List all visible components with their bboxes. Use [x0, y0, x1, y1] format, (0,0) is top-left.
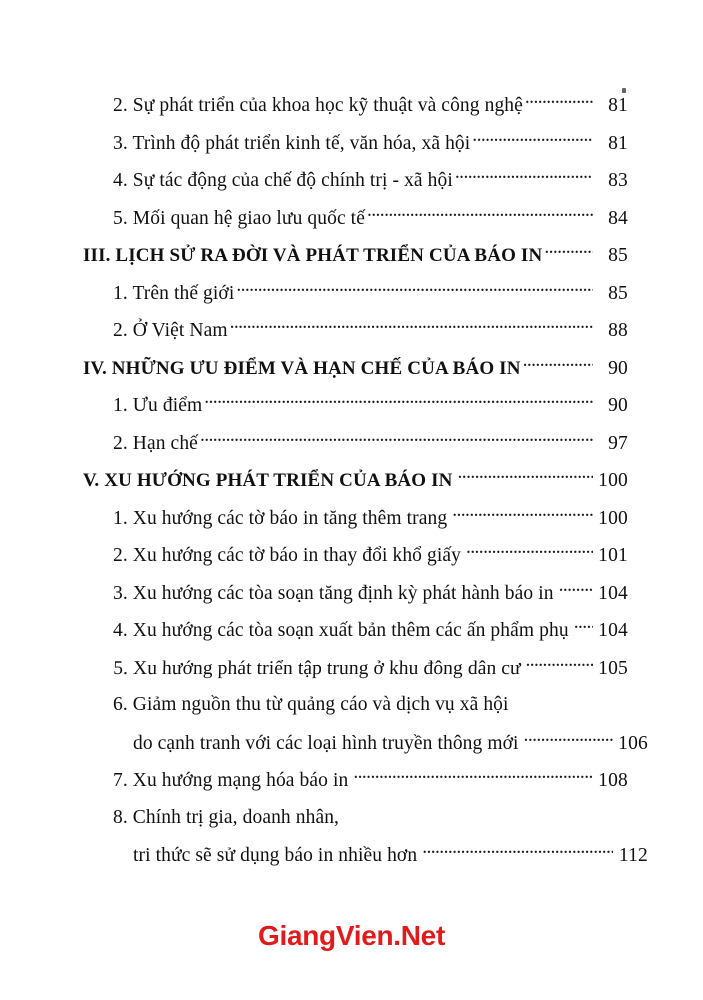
toc-entry-title: tri thức sẽ sử dụng báo in nhiều hơn — [133, 845, 418, 866]
toc-entry-line — [83, 245, 628, 283]
page-number: 97 — [608, 432, 628, 454]
toc-entry-title: 2. Hạn chế — [113, 432, 198, 454]
toc-entry-line — [83, 470, 628, 508]
page-number: 90 — [608, 357, 628, 379]
toc-entry-title: 4. Sự tác động của chế độ chính trị - xã hội — [113, 170, 453, 191]
toc-entry-title: 6. Giảm nguồn thu từ quảng cáo và dịch vụ xã hội — [113, 694, 509, 715]
toc-entry-line — [113, 95, 628, 133]
toc-entry-title: 8. Chính trị gia, doanh nhân, — [113, 806, 340, 828]
toc-entry-title: 5. Mối quan hệ giao lưu quốc tế — [113, 207, 365, 229]
toc-entry[interactable] — [0, 508, 703, 546]
toc-entry[interactable] — [0, 770, 703, 808]
toc-entry[interactable] — [0, 358, 703, 396]
toc-entry[interactable] — [0, 283, 703, 321]
toc-entry-line — [113, 208, 628, 246]
toc-entry-title: 2. Ở Việt Nam — [113, 320, 228, 341]
page-number: 85 — [608, 245, 628, 266]
toc-entry[interactable] — [0, 695, 703, 770]
page-number: 88 — [608, 320, 628, 341]
page-number: 105 — [598, 657, 628, 679]
toc-entry-line-continued — [113, 845, 648, 883]
toc-entry[interactable] — [0, 583, 703, 621]
page-number: 83 — [608, 170, 628, 191]
page-number: 81 — [608, 132, 628, 154]
toc-entry-title: 3. Trình độ phát triển kinh tế, văn hóa, xã hội — [113, 132, 471, 154]
dot-leader — [524, 733, 613, 749]
dot-leader — [525, 95, 593, 111]
toc-entry-title: IV. NHỮNG ƯU ĐIỂM VÀ HẠN CHẾ CỦA BÁO IN — [83, 357, 521, 379]
toc-entry-line — [113, 508, 628, 546]
dot-leader — [236, 283, 593, 299]
toc-entry-line — [113, 433, 628, 471]
toc-entry[interactable] — [0, 545, 703, 583]
toc-entry-line — [113, 583, 628, 621]
dot-leader — [525, 658, 593, 674]
dot-leader — [422, 845, 613, 861]
dot-leader — [455, 170, 593, 186]
toc-entry[interactable] — [0, 170, 703, 208]
toc-entry[interactable] — [0, 620, 703, 658]
page-number: 100 — [598, 470, 628, 491]
toc-entry-title: V. XU HƯỚNG PHÁT TRIỂN CỦA BÁO IN — [83, 470, 453, 491]
toc-entry-title: III. LỊCH SỬ RA ĐỜI VÀ PHÁT TRIỂN CỦA BÁO IN — [83, 245, 543, 266]
page-number: 106 — [618, 732, 648, 754]
page-number: 112 — [618, 845, 648, 866]
toc-entry-title: 4. Xu hướng các tòa soạn xuất bản thêm các ấn phẩm phụ — [113, 620, 569, 641]
toc-entry-line — [113, 808, 628, 846]
dot-leader — [523, 358, 593, 374]
toc-entry-line-continued — [113, 733, 648, 771]
toc-entry-line — [113, 620, 628, 658]
page-number: 108 — [598, 770, 628, 791]
toc-entry-title: 1. Ưu điểm — [113, 395, 203, 416]
toc-entry-line — [113, 170, 628, 208]
dot-leader — [230, 320, 593, 336]
dot-leader — [472, 133, 593, 149]
table-of-contents — [0, 95, 703, 883]
toc-entry-line — [113, 545, 628, 583]
page-number: 84 — [608, 207, 628, 229]
toc-entry[interactable] — [0, 470, 703, 508]
toc-entry[interactable] — [0, 658, 703, 696]
toc-entry[interactable] — [0, 133, 703, 171]
toc-entry[interactable] — [0, 245, 703, 283]
toc-entry[interactable] — [0, 395, 703, 433]
toc-entry-title: 3. Xu hướng các tòa soạn tăng định kỳ phát hành báo in — [113, 582, 554, 604]
toc-entry-title: 7. Xu hướng mạng hóa báo in — [113, 770, 349, 791]
toc-entry-line — [113, 133, 628, 171]
toc-entry-line — [113, 283, 628, 321]
page-number: 90 — [608, 395, 628, 416]
toc-entry-line — [83, 358, 628, 396]
toc-entry-title: 2. Sự phát triển của khoa học kỹ thuật và công nghệ — [113, 95, 523, 116]
dot-leader — [204, 395, 593, 411]
page-number: 101 — [598, 545, 628, 566]
toc-entry[interactable] — [0, 433, 703, 471]
toc-entry-line — [113, 320, 628, 358]
toc-entry[interactable] — [0, 808, 703, 883]
toc-entry-title: 1. Xu hướng các tờ báo in tăng thêm trang — [113, 507, 448, 529]
toc-entry[interactable] — [0, 95, 703, 133]
scan-speck — [622, 88, 626, 93]
toc-entry[interactable] — [0, 208, 703, 246]
dot-leader — [367, 208, 593, 224]
toc-entry-title: 1. Trên thế giới — [113, 282, 235, 304]
page-number: 81 — [608, 95, 628, 116]
toc-entry-title: 2. Xu hướng các tờ báo in thay đổi khổ giấy — [113, 545, 461, 566]
dot-leader — [458, 470, 593, 486]
page-number: 104 — [598, 582, 628, 604]
toc-entry[interactable] — [0, 320, 703, 358]
dot-leader — [200, 433, 593, 449]
toc-entry-line — [113, 695, 628, 733]
toc-entry-line — [113, 770, 628, 808]
page-number: 85 — [608, 282, 628, 304]
page-number: 104 — [598, 620, 628, 641]
page-number: 100 — [598, 507, 628, 529]
toc-entry-line — [113, 658, 628, 696]
dot-leader — [559, 583, 593, 599]
dot-leader — [544, 245, 593, 261]
dot-leader — [466, 545, 593, 561]
dot-leader — [353, 770, 593, 786]
site-watermark: GiangVien.Net — [258, 920, 445, 951]
toc-entry-title: do cạnh tranh với các loại hình truyền thông mới — [133, 732, 519, 754]
toc-entry-title: 5. Xu hướng phát triển tập trung ở khu đông dân cư — [112, 657, 522, 679]
toc-entry-line — [113, 395, 628, 433]
dot-leader — [574, 620, 593, 636]
dot-leader — [452, 508, 593, 524]
